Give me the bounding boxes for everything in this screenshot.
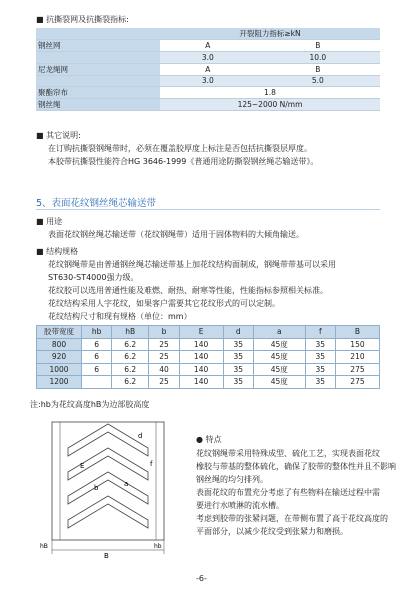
table-row <box>37 338 380 351</box>
table-cell: 140 <box>179 363 223 376</box>
table-header: d <box>223 326 253 339</box>
table-row-label: 聚酯帘布 <box>36 87 160 99</box>
table-header: 开裂阻力指标≥kN <box>160 28 380 40</box>
features-text <box>196 447 396 538</box>
table-row-label <box>36 52 160 64</box>
table-cell: 140 <box>179 338 223 351</box>
spec-line: 花纹结构尺寸和现有规格（单位：mm） <box>48 312 192 321</box>
feature-line: 表面花纹的布置充分考虑了有些物料在输送过程中需 <box>196 488 380 497</box>
table-cell: 140 <box>179 351 223 364</box>
table-row-label: 钢丝绳 <box>36 99 160 111</box>
table-cell: 3.0 <box>160 75 256 87</box>
table-row <box>37 363 380 376</box>
table-header: b <box>149 326 179 339</box>
other-note-line: 本胶带抗撕裂性能符合HG 3646-1999《普通用途防撕裂钢丝绳芯输送带》。 <box>48 157 319 166</box>
table-cell <box>82 376 112 389</box>
other-note-line: 在订购抗撕裂钢绳带时，必须在覆盖胶厚度上标注是否包括抗撕裂层厚度。 <box>48 144 312 153</box>
table-note: 注:hb为花纹高度hB为边部胶高度 <box>30 400 150 409</box>
table-cell: 25 <box>149 376 179 389</box>
diagram-label-d: d <box>138 432 143 440</box>
diagram-label-hb: hb <box>154 543 162 550</box>
table-cell: 140 <box>179 376 223 389</box>
feature-line: 橡胶与带基的整体硫化，确保了胶带的整体性并且不影响 <box>196 462 396 471</box>
table-cell: 1000 <box>37 363 82 376</box>
table-cell: 6.2 <box>112 351 149 364</box>
belt-outline <box>52 422 164 540</box>
diagram-label-B: B <box>104 552 109 560</box>
table-cell: 275 <box>335 376 379 389</box>
page-number: -6- <box>196 574 207 583</box>
feature-line: 考虑到胶带的张紧问题，在带侧布置了高于花纹高度的 <box>196 514 388 523</box>
table-cell: 920 <box>37 351 82 364</box>
table-cell: 6 <box>82 351 112 364</box>
spec-line: 花纹结构采用人字花纹，如果客户需要其它花纹形式的可以定制。 <box>48 299 280 308</box>
diagram-label-f: f <box>150 460 153 468</box>
spec-table <box>36 325 380 389</box>
table-cell: 40 <box>149 363 179 376</box>
table-cell: 6.2 <box>112 363 149 376</box>
table-row-label: 尼龙绳网 <box>36 63 160 75</box>
table-row-label: 钢丝网 <box>36 40 160 52</box>
table-cell: 35 <box>223 363 253 376</box>
table-cell: 6 <box>82 363 112 376</box>
table-cell: 1200 <box>37 376 82 389</box>
table-cell: 150 <box>335 338 379 351</box>
table-header: 胶带宽度 <box>37 326 82 339</box>
table-cell: 6 <box>82 338 112 351</box>
table-cell: 5.0 <box>256 75 380 87</box>
feature-line: 平面部分，以减少花纹受到张紧力和磨损。 <box>196 527 348 536</box>
table-cell: 45度 <box>253 376 305 389</box>
table-header: hb <box>82 326 112 339</box>
table-cell: A <box>160 63 256 75</box>
table-cell: 45度 <box>253 351 305 364</box>
spec-line: ST630-ST4000强力级。 <box>48 273 139 282</box>
table-cell: 210 <box>335 351 379 364</box>
table-header: f <box>305 326 335 339</box>
table-cell: 25 <box>149 338 179 351</box>
table-cell: 800 <box>37 338 82 351</box>
table-header: hB <box>112 326 149 339</box>
herringbone-diagram <box>38 418 178 560</box>
table-corner <box>36 28 160 40</box>
table-cell: 125~2000 N/mm <box>160 99 380 111</box>
section-title: 5、表面花纹钢丝绳芯输送带 <box>36 198 157 209</box>
feature-line: 要进行水喷淋的流水槽。 <box>196 501 284 510</box>
diagram-label-E: E <box>80 462 85 470</box>
table-cell: 45度 <box>253 363 305 376</box>
use-title: ■ 用途 <box>36 217 63 226</box>
table-cell: B <box>256 40 380 52</box>
table-cell: 10.0 <box>256 52 380 64</box>
feature-line: 花纹钢绳带采用特殊成型、硫化工艺，实现表面花纹 <box>196 449 380 458</box>
other-notes-title: ■ 其它说明: <box>36 131 81 140</box>
table-row-label <box>36 75 160 87</box>
table-cell: 35 <box>223 351 253 364</box>
table-cell: 35 <box>305 376 335 389</box>
table-cell: 25 <box>149 351 179 364</box>
table-header: E <box>179 326 223 339</box>
use-text: 表面花纹钢丝绳芯输送带（花纹钢绳带）适用于固体物料的大倾角输送。 <box>48 230 304 239</box>
table-cell: 6.2 <box>112 338 149 351</box>
diagram-label-b: b <box>94 484 99 492</box>
spec-title: ■ 结构规格 <box>36 247 79 256</box>
table-row <box>37 376 380 389</box>
diagram-label-a: a <box>124 480 129 488</box>
table-cell: 35 <box>305 351 335 364</box>
table-cell: 35 <box>305 363 335 376</box>
section-divider <box>36 209 380 210</box>
table-cell: 35 <box>223 338 253 351</box>
tear-resistance-title: ■ 抗撕裂网及抗撕裂指标: <box>36 15 129 24</box>
table-cell: 275 <box>335 363 379 376</box>
tear-resistance-table <box>36 28 380 111</box>
feature-line: 钢丝绳的均匀排列。 <box>196 475 268 484</box>
table-header: a <box>253 326 305 339</box>
spec-line: 花纹钢绳带是由普通钢丝绳芯输送带基上加花纹结构面制成，钢绳带带基可以采用 <box>48 260 336 269</box>
table-cell: 3.0 <box>160 52 256 64</box>
table-cell: B <box>256 63 380 75</box>
diagram-label-hB: hB <box>40 543 48 550</box>
table-cell: 6.2 <box>112 376 149 389</box>
table-cell: 35 <box>223 376 253 389</box>
table-cell: A <box>160 40 256 52</box>
table-cell: 1.8 <box>160 87 380 99</box>
table-header: B <box>335 326 379 339</box>
spec-line: 花纹胶可以选用普通性能及难燃、耐热、耐寒等性能，性能指标参照相关标准。 <box>48 286 328 295</box>
features-title: ● 特点 <box>196 435 222 444</box>
table-cell: 35 <box>305 338 335 351</box>
table-row <box>37 351 380 364</box>
table-cell: 45度 <box>253 338 305 351</box>
